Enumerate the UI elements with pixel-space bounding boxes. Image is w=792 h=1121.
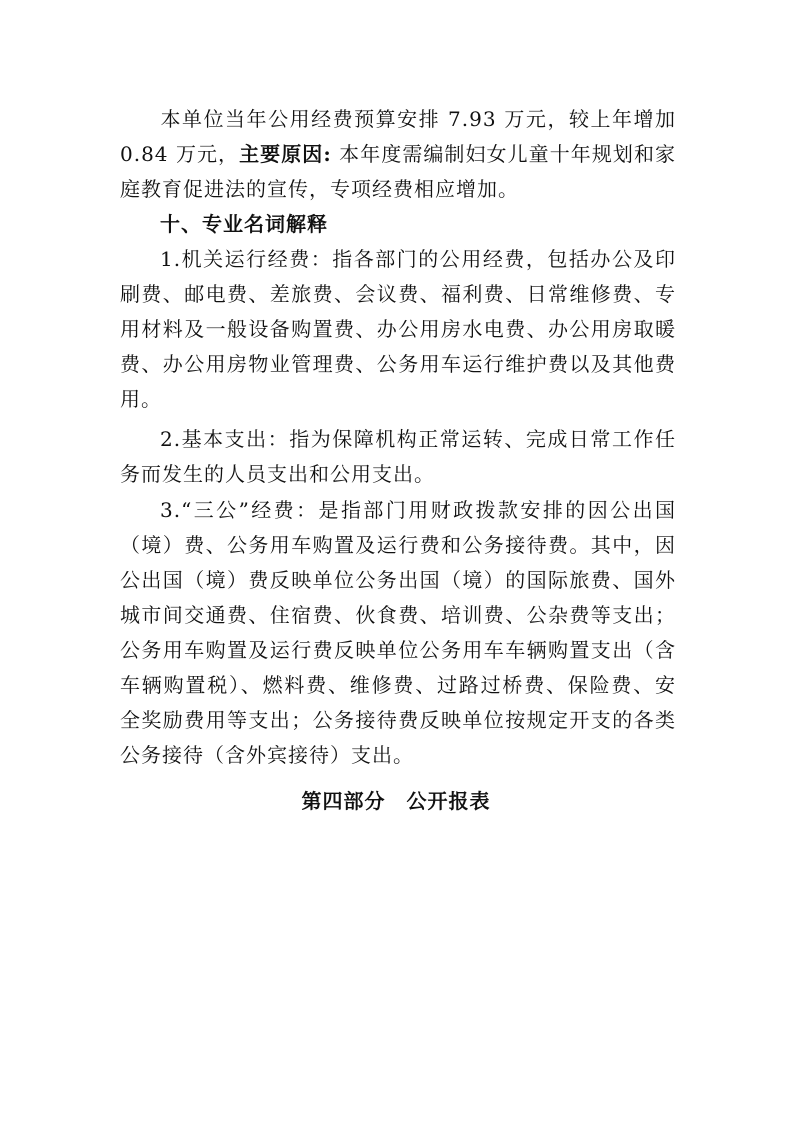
definition-paragraph-1 xyxy=(120,242,676,417)
budget-paragraph xyxy=(120,102,676,207)
definition-paragraph-3 xyxy=(120,493,676,773)
part-title: 第四部分 公开报表 xyxy=(301,789,491,813)
definition-text-3: 3.“三公”经费：是指部门用财政拨款安排的因公出国（境）费、公务用车购置及运行费和公务接待费。其中，因公出国（境）费反映单位公务出国（境）的国际旅费、国外城市间交通费、住宿费、伙食费、培训费、公杂费等支出；公务用车购置及运行费反映单位公务用车车辆购置支出（含车辆购置税）、燃料费、维修费、过路过桥费、保险费、安全奖励费用等支出；公务接待费反映单位按规定开支的各类公务接待（含外宾接待）支出。 xyxy=(120,498,676,767)
definition-text-1: 1.机关运行经费：指各部门的公用经费，包括办公及印刷费、邮电费、差旅费、会议费、福利费、日常维修费、专用材料及一般设备购置费、办公用房水电费、办公用房取暖费、办公用房物业管理费、公务用车运行维护费以及其他费用。 xyxy=(120,247,676,411)
budget-text-after: 本年度需编制妇女儿童十年规划和家庭教育促进法的宣传，专项经费相应增加。 xyxy=(120,142,676,201)
budget-text-before: 本单位当年公用经费预算安排 7.93 万元，较上年增加 0.84 万元， xyxy=(120,107,676,166)
definition-paragraph-2 xyxy=(120,422,676,492)
section-heading: 十、专业名词解释 xyxy=(160,212,328,236)
budget-reason-label: 主要原因: xyxy=(239,142,332,166)
definition-text-2: 2.基本支出：指为保障机构正常运转、完成日常工作任务而发生的人员支出和公用支出。 xyxy=(120,427,676,486)
